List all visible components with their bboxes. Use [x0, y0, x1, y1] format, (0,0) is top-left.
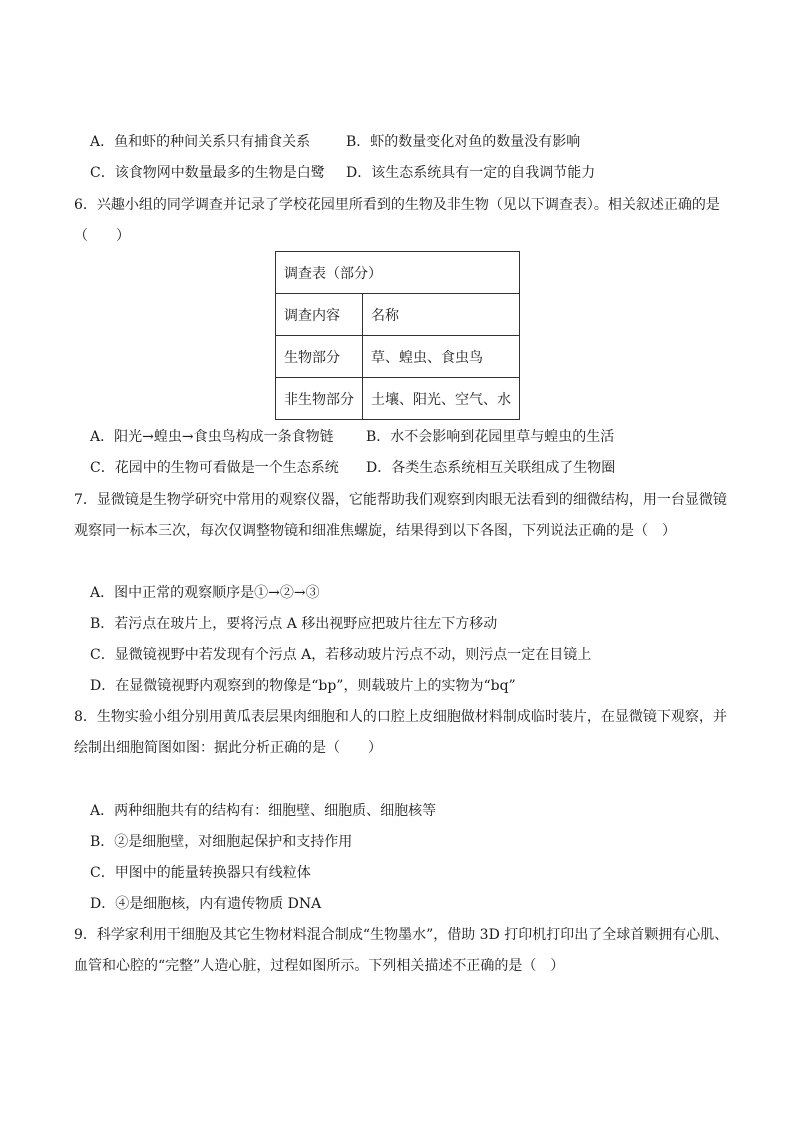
- q9-stem-line2: 血管和心腔的“完整”人造心脏，过程如图所示。下列相关描述不正确的是（ ）: [74, 958, 565, 974]
- q7-stem-line2: 观察同一标本三次，每次仅调整物镜和细准焦螺旋，结果得到以下各图，下列说法正确的是（ ）: [74, 523, 676, 539]
- q5-option-b: B．虾的数量变化对鱼的数量没有影响: [346, 134, 581, 150]
- survey-table-header-value: 名称: [363, 294, 520, 336]
- q6-option-d: D．各类生态系统相互关联组成了生物圈: [366, 460, 616, 476]
- q7-option-d: D．在显微镜视野内观察到的物像是“bp”，则载玻片上的实物为“bq”: [90, 678, 516, 694]
- survey-table-row-key: 非生物部分: [276, 378, 363, 420]
- q8-stem-line1: 8．生物实验小组分别用黄瓜表层果肉细胞和人的口腔上皮细胞做材料制成临时装片，在显微镜下观察，并: [74, 709, 727, 725]
- q6-option-c: C．花园中的生物可看做是一个生态系统: [90, 460, 339, 476]
- q5-option-a: A．鱼和虾的种间关系只有捕食关系: [90, 134, 311, 150]
- q5-option-c: C．该食物网中数量最多的生物是白鹭: [90, 165, 325, 181]
- q9-stem-line1: 9．科学家利用干细胞及其它生物材料混合制成“生物墨水”，借助 3D 打印机打印出了全球首颗拥有心肌、: [74, 927, 729, 943]
- q6-stem-line1: 6．兴趣小组的同学调查并记录了学校花园里所看到的生物及非生物（见以下调查表）。相关叙述正确的是: [74, 197, 720, 213]
- q7-option-a: A．图中正常的观察顺序是①→②→③: [90, 585, 320, 601]
- q7-option-b: B．若污点在玻片上，要将污点 A 移出视野应把玻片往左下方移动: [90, 616, 498, 632]
- q8-option-a: A．两种细胞共有的结构有：细胞壁、细胞质、细胞核等: [90, 803, 437, 819]
- q8-option-c: C．甲图中的能量转换器只有线粒体: [90, 865, 311, 881]
- q8-option-b: B．②是细胞壁，对细胞起保护和支持作用: [90, 834, 353, 850]
- q6-option-b: B．水不会影响到花园里草与蝗虫的生活: [366, 429, 615, 445]
- survey-table-header-key: 调查内容: [276, 294, 363, 336]
- survey-table-caption: 调查表（部分）: [276, 252, 520, 294]
- q7-option-c: C．显微镜视野中若发现有个污点 A，若移动玻片污点不动，则污点一定在目镜上: [90, 647, 592, 663]
- q6-stem-line2: （ ）: [74, 228, 130, 244]
- q7-stem-line1: 7．显微镜是生物学研究中常用的观察仪器，它能帮助我们观察到肉眼无法看到的细微结构，用一台显微镜: [74, 492, 727, 508]
- survey-table-row-value: 草、蝗虫、食虫鸟: [363, 336, 520, 378]
- survey-table: [275, 251, 520, 420]
- survey-table-row-value: 土壤、阳光、空气、水: [363, 378, 520, 420]
- q8-stem-line2: 绘制出细胞简图如图：据此分析正确的是（ ）: [74, 740, 382, 756]
- survey-table-row-key: 生物部分: [276, 336, 363, 378]
- q5-option-d: D．该生态系统具有一定的自我调节能力: [346, 165, 596, 181]
- q6-option-a: A．阳光→蝗虫→食虫鸟构成一条食物链: [90, 429, 334, 445]
- q8-option-d: D．④是细胞核，内有遗传物质 DNA: [90, 896, 322, 912]
